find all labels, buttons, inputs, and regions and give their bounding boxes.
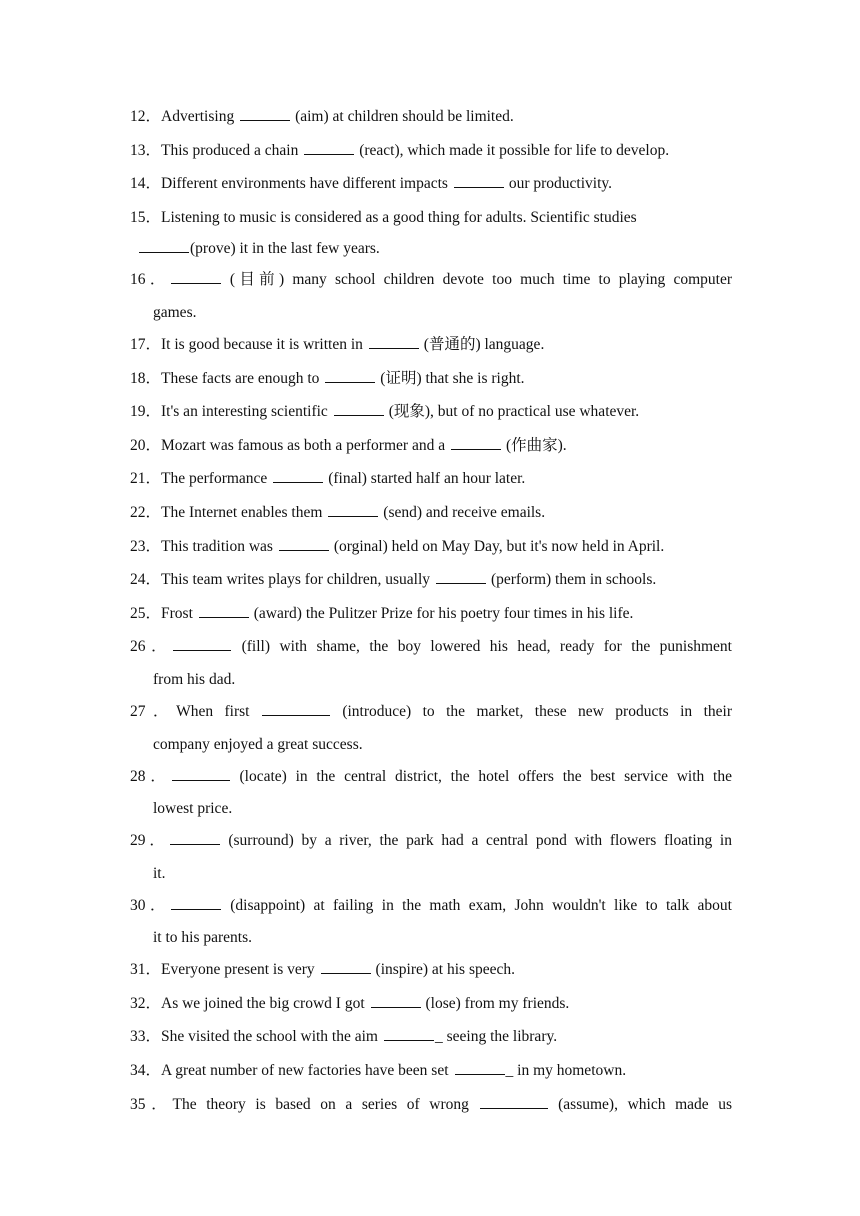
answer-blank[interactable]	[304, 140, 354, 155]
question-text: (orginal) held on May Day, but it's now held in April.	[333, 537, 665, 555]
answer-blank[interactable]	[454, 173, 504, 188]
answer-blank[interactable]	[171, 895, 221, 910]
question-text: (证明) that she is right.	[380, 369, 525, 387]
question-text: When first	[176, 702, 250, 720]
answer-blank[interactable]	[173, 636, 231, 651]
question-number: 27．	[130, 702, 177, 720]
answer-blank[interactable]	[199, 603, 249, 618]
question-number: 23．	[130, 537, 162, 555]
question-number: 22．	[130, 503, 162, 521]
question-text: This tradition was	[161, 537, 273, 555]
question-24	[130, 563, 732, 597]
question-text: (perform) them in schools.	[490, 571, 657, 589]
question-number: 30．	[130, 896, 170, 914]
question-number: 32．	[130, 994, 162, 1012]
exercise-list	[130, 100, 732, 1121]
answer-blank[interactable]	[170, 830, 220, 845]
question-34	[130, 1054, 732, 1088]
question-text: (普通的) language.	[423, 335, 545, 353]
question-text: Frost	[161, 604, 193, 622]
answer-blank[interactable]	[334, 401, 384, 416]
question-text: (prove) it in the last few years.	[190, 240, 380, 258]
question-text: _ in my hometown.	[505, 1062, 627, 1080]
question-20	[130, 429, 732, 463]
answer-blank[interactable]	[480, 1094, 548, 1109]
question-number: 29．	[130, 832, 169, 850]
question-text: lowest price.	[153, 800, 233, 818]
question-number: 21．	[130, 470, 162, 488]
answer-blank[interactable]	[436, 569, 486, 584]
question-text: (introduce) to the market, these new products in their	[342, 702, 732, 720]
question-text: (目前) many school children devote too much time to playing computer	[229, 271, 732, 289]
question-26	[130, 630, 732, 695]
question-15	[130, 201, 732, 264]
question-number: 28．	[130, 767, 171, 785]
question-text: our productivity.	[508, 175, 613, 193]
question-text: The theory is based on a series of wrong	[172, 1095, 469, 1113]
answer-blank[interactable]	[321, 959, 371, 974]
question-25	[130, 597, 732, 631]
question-text: This team writes plays for children, usually	[161, 571, 431, 589]
question-32	[130, 987, 732, 1021]
question-number: 13．	[130, 141, 162, 159]
question-text: (aim) at children should be limited.	[295, 108, 514, 125]
answer-blank[interactable]	[384, 1026, 434, 1041]
question-text: As we joined the big crowd I got	[161, 994, 365, 1012]
question-text: company enjoyed a great success.	[153, 735, 363, 753]
question-text: it.	[153, 864, 166, 882]
question-text: Listening to music is considered as a good thing for adults. Scientific studies	[161, 208, 637, 226]
question-text: The performance	[161, 470, 268, 488]
question-text: it to his parents.	[153, 929, 253, 947]
answer-blank[interactable]	[172, 766, 230, 781]
question-35	[130, 1088, 732, 1122]
question-text: (assume), which made us	[558, 1095, 733, 1113]
question-14	[130, 167, 732, 201]
question-number: 26．	[130, 638, 173, 656]
question-text: She visited the school with the aim	[161, 1028, 378, 1046]
answer-blank[interactable]	[273, 468, 323, 483]
answer-blank[interactable]	[371, 993, 421, 1008]
question-number: 18．	[130, 369, 162, 387]
question-text: Different environments have different impacts	[161, 175, 448, 193]
answer-blank[interactable]	[171, 269, 221, 284]
question-text: (inspire) at his speech.	[375, 961, 516, 979]
question-number: 33．	[130, 1028, 162, 1046]
question-text: It is good because it is written in	[161, 335, 363, 353]
answer-blank[interactable]	[328, 502, 378, 517]
question-text: These facts are enough to	[161, 369, 320, 387]
question-number: 25．	[130, 604, 162, 622]
question-number: 19．	[130, 403, 162, 421]
question-22	[130, 496, 732, 530]
question-33	[130, 1020, 732, 1054]
question-number: 34．	[130, 1062, 162, 1080]
question-28	[130, 760, 732, 825]
answer-blank[interactable]	[279, 536, 329, 551]
question-number: 14．	[130, 175, 162, 193]
question-text: Mozart was famous as both a performer and a	[161, 436, 446, 454]
question-number: 15．	[130, 208, 162, 226]
question-text: A great number of new factories have been set	[161, 1062, 449, 1080]
question-23	[130, 530, 732, 564]
answer-blank[interactable]	[262, 701, 330, 716]
question-text: (award) the Pulitzer Prize for his poetry four times in his life.	[253, 604, 634, 622]
answer-blank[interactable]	[369, 334, 419, 349]
question-30	[130, 889, 732, 954]
question-12	[130, 100, 732, 134]
question-29	[130, 824, 732, 889]
answer-blank[interactable]	[451, 435, 501, 450]
question-number: 35．	[130, 1095, 173, 1113]
question-text: The Internet enables them	[161, 503, 323, 521]
question-text: Everyone present is very	[161, 961, 315, 979]
question-21	[130, 462, 732, 496]
question-13	[130, 134, 732, 168]
question-text: (lose) from my friends.	[425, 994, 570, 1012]
question-text: games.	[153, 303, 197, 321]
answer-blank[interactable]	[240, 106, 290, 121]
question-text: (fill) with shame, the boy lowered his head, ready for the punishment	[241, 638, 732, 656]
answer-blank[interactable]	[139, 238, 189, 253]
question-number: 12．	[130, 108, 162, 125]
question-text: (现象), but of no practical use whatever.	[388, 403, 640, 421]
question-text: _ seeing the library.	[435, 1028, 558, 1046]
question-text: (locate) in the central district, the hotel offers the best service with the	[239, 767, 732, 785]
answer-blank[interactable]	[325, 368, 375, 383]
question-text: (final) started half an hour later.	[328, 470, 526, 488]
question-31	[130, 953, 732, 987]
question-text: (react), which made it possible for life to develop.	[359, 141, 670, 159]
question-27	[130, 695, 732, 760]
question-text: (send) and receive emails.	[383, 503, 546, 521]
question-text: (作曲家).	[505, 436, 567, 454]
question-number: 20．	[130, 436, 162, 454]
question-17	[130, 328, 732, 362]
question-text: from his dad.	[153, 670, 236, 688]
question-16	[130, 263, 732, 328]
question-18	[130, 362, 732, 396]
question-text: This produced a chain	[161, 141, 299, 159]
answer-blank[interactable]	[455, 1060, 505, 1075]
question-number: 17．	[130, 335, 162, 353]
question-text: (surround) by a river, the park had a central pond with flowers floating in	[228, 832, 732, 850]
question-text: (disappoint) at failing in the math exam, John wouldn't like to talk about	[230, 896, 732, 914]
question-number: 24．	[130, 571, 162, 589]
question-text: Advertising	[161, 108, 235, 125]
question-number: 31．	[130, 961, 162, 979]
question-number: 16．	[130, 271, 170, 289]
question-text: It's an interesting scientific	[161, 403, 328, 421]
question-19	[130, 395, 732, 429]
